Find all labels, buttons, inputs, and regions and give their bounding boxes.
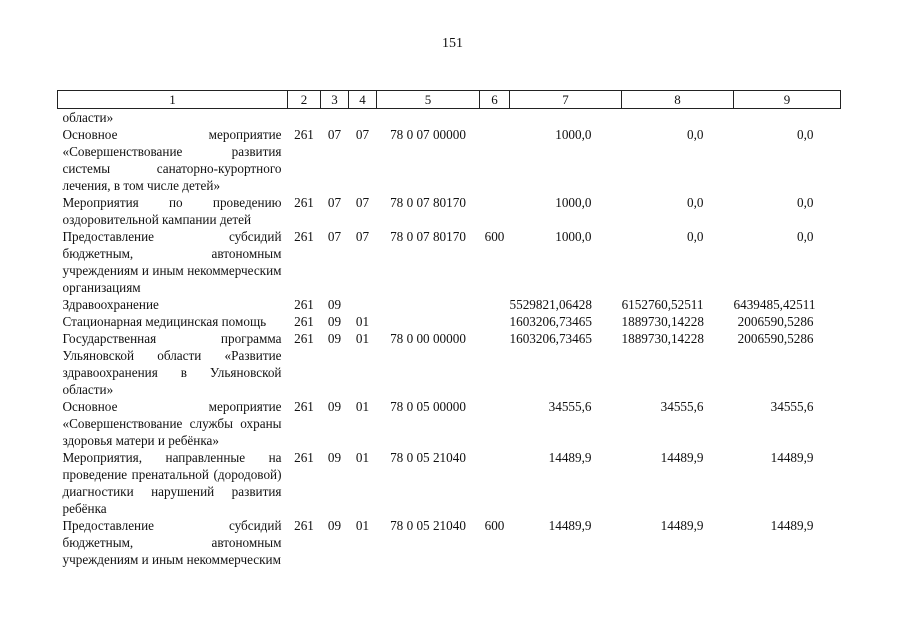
row-col-8: 1889730,14228 (621, 314, 704, 329)
row-name: Основное мероприятие «Совершенствование службы охраны здоровья матери и ребёнка» (62, 399, 282, 448)
row-name: Мероприятия по проведению оздоровительной кампании детей (62, 195, 282, 227)
row-col-5: 78 0 05 00000 (390, 399, 466, 414)
row-col-3: 09 (327, 297, 342, 312)
row-col-3 (321, 109, 349, 127)
row-col-3: 09 (327, 518, 342, 533)
table-row (58, 109, 841, 127)
row-col-8: 0,0 (687, 127, 704, 142)
row-col-8: 34555,6 (660, 399, 704, 414)
row-col-3: 09 (327, 399, 342, 414)
row-col-7: 1000,0 (555, 229, 592, 244)
header-col-2: 2 (288, 91, 321, 109)
header-col-5: 5 (377, 91, 480, 109)
header-col-8: 8 (622, 91, 734, 109)
row-col-9: 34555,6 (770, 399, 814, 414)
row-col-2: 261 (294, 297, 314, 312)
row-col-6 (480, 398, 510, 449)
row-col-9: 0,0 (797, 127, 814, 142)
row-col-5 (377, 109, 480, 127)
table-row (58, 398, 841, 449)
row-col-3: 07 (327, 195, 342, 210)
header-col-3: 3 (321, 91, 349, 109)
row-col-5 (377, 296, 480, 313)
row-col-4: 01 (355, 399, 370, 414)
row-col-5 (377, 313, 480, 330)
row-col-8: 14489,9 (660, 518, 704, 533)
row-name: Мероприятия, направленные на проведение пренатальной (дородовой) диагностики нарушений развития ребёнка (62, 450, 282, 516)
row-name: Стационарная медицинская помощь (62, 314, 267, 329)
row-col-9: 6439485,42511 (733, 297, 816, 312)
row-name: Предоставление субсидий бюджетным, автономным учреждениям и иным некоммерческим (62, 518, 282, 567)
row-col-9: 2006590,5286 (737, 331, 814, 346)
row-col-2 (288, 109, 321, 127)
row-col-5: 78 0 05 21040 (390, 450, 466, 465)
row-col-9: 0,0 (797, 195, 814, 210)
table-row (58, 126, 841, 194)
row-col-6 (480, 126, 510, 194)
row-col-4: 07 (355, 127, 370, 142)
row-col-5: 78 0 07 80170 (390, 195, 466, 210)
row-name: Здравоохранение (62, 297, 159, 312)
row-col-2: 261 (294, 399, 314, 414)
row-col-9: 2006590,5286 (737, 314, 814, 329)
row-col-9 (734, 109, 841, 127)
row-col-8: 1889730,14228 (621, 331, 704, 346)
row-col-8: 0,0 (687, 229, 704, 244)
row-col-9: 0,0 (797, 229, 814, 244)
row-col-7: 34555,6 (548, 399, 592, 414)
row-col-6 (480, 194, 510, 228)
row-col-2: 261 (294, 127, 314, 142)
table-row (58, 194, 841, 228)
row-col-8: 6152760,52511 (621, 297, 704, 312)
table-row (58, 517, 841, 568)
row-col-8 (622, 109, 734, 127)
table-row (58, 313, 841, 330)
row-col-4: 01 (355, 331, 370, 346)
row-name: Государственная программа Ульяновской области «Развитие здравоохранения в Ульяновской области» (62, 331, 282, 397)
row-col-8: 14489,9 (660, 450, 704, 465)
row-col-3: 07 (327, 127, 342, 142)
budget-table (57, 90, 841, 568)
table-row (58, 449, 841, 517)
row-col-6 (480, 296, 510, 313)
row-col-5: 78 0 07 80170 (390, 229, 466, 244)
row-col-6: 600 (484, 518, 505, 533)
row-name: области» (62, 110, 114, 125)
table-row (58, 296, 841, 313)
row-col-6 (480, 109, 510, 127)
row-col-6 (480, 313, 510, 330)
row-col-4: 07 (355, 229, 370, 244)
row-col-3: 09 (327, 314, 342, 329)
row-col-7: 5529821,06428 (509, 297, 592, 312)
row-col-2: 261 (294, 518, 314, 533)
row-col-7 (510, 109, 622, 127)
row-col-3: 09 (327, 450, 342, 465)
row-col-4 (349, 109, 377, 127)
header-col-6: 6 (480, 91, 510, 109)
row-col-9: 14489,9 (770, 518, 814, 533)
row-col-2: 261 (294, 450, 314, 465)
row-col-7: 1603206,73465 (509, 331, 592, 346)
row-col-6 (480, 330, 510, 398)
header-col-7: 7 (510, 91, 622, 109)
row-col-7: 1603206,73465 (509, 314, 592, 329)
row-col-4: 01 (355, 450, 370, 465)
row-col-2: 261 (294, 331, 314, 346)
row-col-5: 78 0 05 21040 (390, 518, 466, 533)
row-col-7: 14489,9 (548, 450, 592, 465)
page-number: 151 (442, 36, 463, 51)
row-col-2: 261 (294, 195, 314, 210)
row-col-7: 14489,9 (548, 518, 592, 533)
table-row (58, 228, 841, 296)
header-col-4: 4 (349, 91, 377, 109)
table-row (58, 330, 841, 398)
row-col-4: 01 (355, 314, 370, 329)
row-col-7: 1000,0 (555, 195, 592, 210)
header-col-9: 9 (734, 91, 841, 109)
row-col-9: 14489,9 (770, 450, 814, 465)
header-row (58, 91, 841, 109)
row-col-5: 78 0 07 00000 (390, 127, 466, 142)
row-name: Предоставление субсидий бюджетным, автономным учреждениям и иным некоммерческим организациям (62, 229, 282, 295)
row-col-4: 07 (355, 195, 370, 210)
row-col-6: 600 (484, 229, 505, 244)
row-col-6 (480, 449, 510, 517)
row-col-2: 261 (294, 229, 314, 244)
row-col-7: 1000,0 (555, 127, 592, 142)
row-col-8: 0,0 (687, 195, 704, 210)
row-col-3: 07 (327, 229, 342, 244)
row-col-3: 09 (327, 331, 342, 346)
row-name: Основное мероприятие «Совершенствование развития системы санаторно-курортного лечения, в том числе детей» (62, 127, 282, 193)
row-col-2: 261 (294, 314, 314, 329)
row-col-4: 01 (355, 518, 370, 533)
header-col-1: 1 (58, 91, 288, 109)
row-col-4 (349, 296, 377, 313)
row-col-5: 78 0 00 00000 (390, 331, 466, 346)
